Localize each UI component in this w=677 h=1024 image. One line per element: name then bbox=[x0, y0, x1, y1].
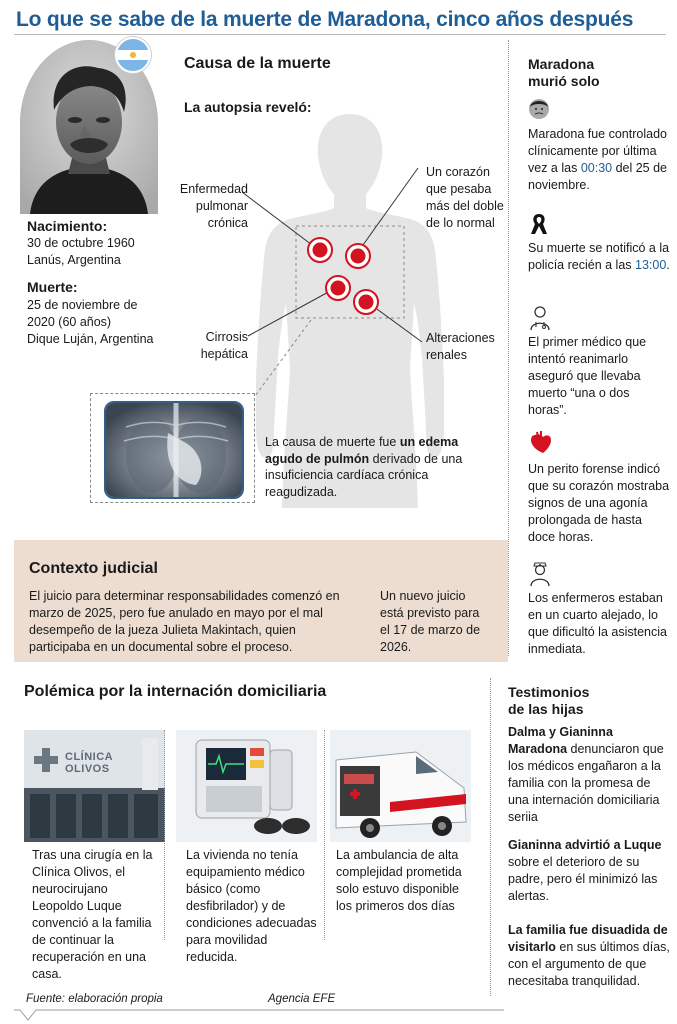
heart-organ-icon bbox=[529, 431, 555, 455]
birth-date: 30 de octubre 1960 bbox=[27, 236, 135, 250]
liver-label bbox=[180, 329, 248, 363]
source-credit: Fuente: elaboración propia bbox=[26, 993, 163, 1005]
nurse-icon bbox=[529, 561, 551, 587]
cause-text-bold: un edema agudo de pulmón bbox=[265, 435, 459, 466]
sidebar-item-2-end: . bbox=[666, 258, 670, 272]
heart-marker bbox=[346, 244, 370, 268]
sidebar-item-1 bbox=[528, 126, 670, 194]
chest-xray-image bbox=[104, 401, 244, 499]
testimony-3-text: en sus últimos días, con el argumento de que necesitaba tranquilidad. bbox=[508, 940, 670, 988]
kidney-label bbox=[426, 330, 495, 364]
death-date-year: 2020 (60 años) bbox=[27, 315, 112, 329]
cause-text-b: derivado de una insuficiencia cardíaca crónica reagudizada. bbox=[265, 451, 463, 499]
death-date: 25 de noviembre de bbox=[27, 298, 138, 312]
testimony-3 bbox=[508, 922, 670, 990]
clinic-sign bbox=[65, 751, 113, 775]
sidebar-item-1-end: del 25 de noviembre. bbox=[528, 161, 668, 192]
testimony-1-text: denunciaron que los médicos engañaron a la familia con la promesa de una internación domiciliaria seriia bbox=[508, 742, 664, 824]
xray-connector bbox=[255, 318, 315, 398]
kidney-label-line2: renales bbox=[426, 348, 467, 362]
heart-label-line2: que pesaba bbox=[426, 182, 492, 196]
testimony-1-bold: Dalma y Gianinna Maradona bbox=[508, 725, 613, 756]
death-label: Muerte: bbox=[27, 279, 78, 295]
testimony-3-bold: La familia fue disuadida de visitarlo bbox=[508, 923, 668, 954]
kidney-marker bbox=[354, 290, 378, 314]
cause-explanation bbox=[265, 434, 465, 500]
heart-label-line4: de lo normal bbox=[426, 216, 495, 230]
testimony-1 bbox=[508, 724, 668, 826]
lung-label bbox=[150, 181, 248, 232]
defibrillator-photo bbox=[176, 730, 317, 842]
testimonies-heading-line1: Testimonios bbox=[508, 684, 590, 700]
autopsy-subheading: La autopsia reveló: bbox=[184, 99, 312, 115]
doctor-icon bbox=[529, 305, 551, 331]
column-divider bbox=[508, 40, 509, 656]
testimonies-heading bbox=[508, 684, 589, 718]
page-title: Lo que se sabe de la muerte de Maradona, cinco años después bbox=[16, 8, 634, 31]
judicial-heading: Contexto judicial bbox=[29, 560, 158, 577]
clinica-olivos-photo bbox=[24, 730, 165, 842]
death-place: Dique Luján, Argentina bbox=[27, 332, 154, 346]
testimony-2 bbox=[508, 837, 668, 905]
title-divider bbox=[14, 34, 666, 35]
last-check-time: 00:30 bbox=[580, 161, 613, 175]
clinic-sign-line2: OLIVOS bbox=[65, 763, 110, 775]
sidebar-item-1-text: Maradona fue controlado clínicamente por última vez a las bbox=[528, 127, 667, 175]
controversy-heading: Polémica por la internación domiciliaria bbox=[24, 683, 327, 700]
birth-place: Lanús, Argentina bbox=[27, 253, 121, 267]
caption-equipment: La vivienda no tenía equipamiento médico básico (como desfibrilador) y de condiciones adecuadas para movilidad reducida. bbox=[186, 848, 317, 964]
sidebar-heading-line2: murió solo bbox=[528, 73, 600, 89]
heart-label bbox=[426, 164, 504, 232]
kidney-label-line1: Alteraciones bbox=[426, 331, 495, 345]
cause-text-a: La causa de muerte fue bbox=[265, 435, 400, 449]
birth-label: Nacimiento: bbox=[27, 218, 108, 234]
mourning-ribbon-icon bbox=[529, 212, 549, 236]
heart-label-line3: más del doble bbox=[426, 199, 504, 213]
lung-marker bbox=[308, 238, 332, 262]
liver-label-line1: Cirrosis bbox=[205, 330, 248, 344]
maradona-face-icon bbox=[528, 97, 550, 121]
caption-ambulance: La ambulancia de alta complejidad prometida solo estuvo disponible los primeros dos días bbox=[336, 848, 462, 913]
testimonies-heading-line2: de las hijas bbox=[508, 701, 584, 717]
sidebar-item-4: Un perito forense indicó que su corazón mostraba signos de una agonía prolongada de hasta doce horas. bbox=[528, 462, 670, 544]
column-divider-lower bbox=[490, 678, 491, 996]
testimony-2-bold: Gianinna advirtió a Luque bbox=[508, 838, 662, 852]
judicial-text-trial: El juicio para determinar responsabilidades comenzó en marzo de 2025, pero fue anulado en mayo por el mal desempeño de la jueza Julieta Makintach, quien participaba en un documental sobre el proceso. bbox=[29, 589, 340, 654]
sidebar-heading bbox=[528, 56, 600, 90]
ambulance-photo bbox=[330, 730, 471, 842]
caption-divider-2 bbox=[324, 730, 325, 940]
sidebar-item-3: El primer médico que intentó reanimarlo aseguró que llevaba muerto “una o dos horas”. bbox=[528, 335, 647, 417]
sidebar-heading-line1: Maradona bbox=[528, 56, 595, 72]
liver-label-line2: hepática bbox=[200, 347, 248, 361]
argentina-flag-icon bbox=[115, 37, 151, 73]
cause-heading: Causa de la muerte bbox=[184, 55, 331, 72]
testimony-2-text: sobre el deterioro de su padre, pero él minimizó las alertas. bbox=[508, 855, 658, 903]
caption-clinic: Tras una cirugía en la Clínica Olivos, el neurocirujano Leopoldo Luque convenció a la familia de continuar la recuperación en una casa. bbox=[32, 848, 153, 981]
liver-marker bbox=[326, 276, 350, 300]
notification-time: 13:00 bbox=[635, 258, 667, 272]
lung-label-line2: pulmonar bbox=[195, 199, 248, 213]
heart-label-line1: Un corazón bbox=[426, 165, 490, 179]
lung-label-line1: Enfermedad bbox=[179, 182, 248, 196]
footer-rule bbox=[14, 1008, 504, 1024]
sidebar-item-5: Los enfermeros estaban en un cuarto alejado, lo que dificultó la asistencia inmediata. bbox=[528, 591, 667, 656]
agency-credit: Agencia EFE bbox=[268, 993, 336, 1005]
lung-label-line3: crónica bbox=[207, 216, 248, 230]
sidebar-item-2 bbox=[528, 240, 670, 274]
judicial-text-new-trial: Un nuevo juicio está previsto para el 17 de marzo de 2026. bbox=[380, 589, 481, 654]
caption-divider-1 bbox=[164, 730, 165, 940]
sidebar-item-2-text: Su muerte se notificó a la policía recién a las bbox=[528, 241, 670, 272]
clinic-sign-line1: CLÍNICA bbox=[65, 751, 114, 763]
